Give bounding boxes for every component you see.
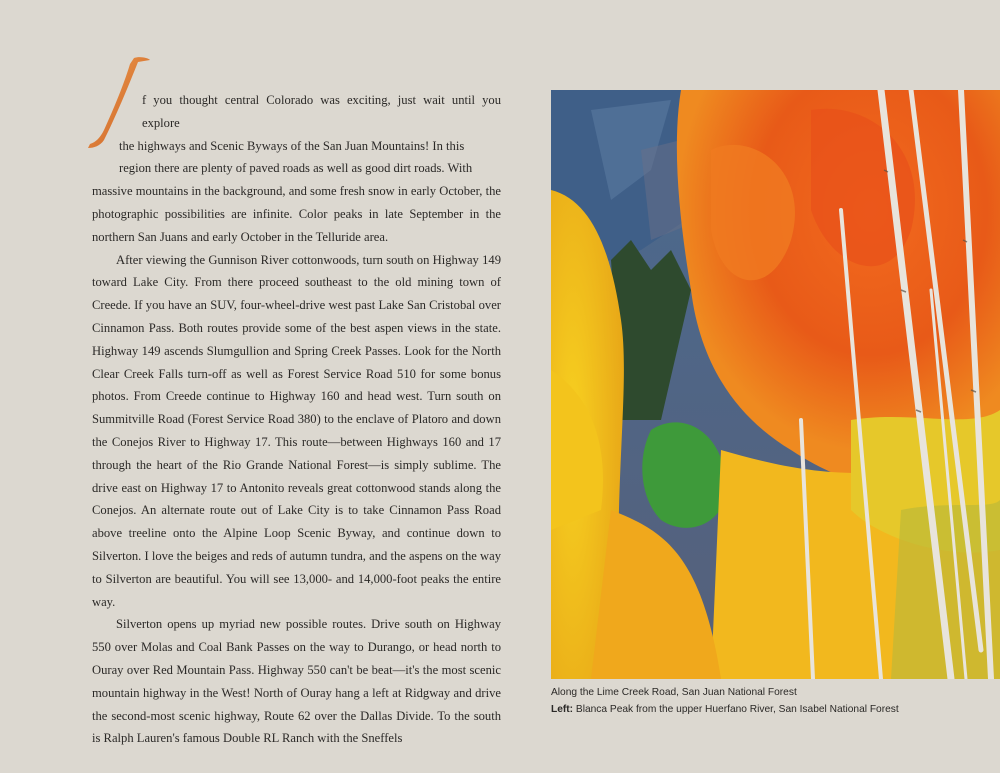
body-text-column: [92, 89, 501, 750]
paragraph-3: Silverton opens up myriad new possible routes. Drive south on Highway 550 over Molas and Coal Bank Passes on the way to Durango, or head north to Ouray over Red Mountain Pass. Highway 550 can't be beat—it's the most scenic mountain highway in the West! North of Ouray hang a left at Ridgway and drive the second-most scenic highway, Route 62 over the Dallas Divide. To the south is Ralph Lauren's famous Double RL Ranch with the Sneffels: [92, 617, 501, 746]
p1-rest: massive mountains in the background, and some fresh snow in early October, the photographic possibilities are infinite. Color peaks in late September in the northern San Juans and early October in the Telluride area.: [92, 184, 501, 244]
paragraph-2: After viewing the Gunnison River cottonwoods, turn south on Highway 149 toward Lake City. From there proceed southeast to the old mining town of Creede. If you have an SUV, four-wheel-drive west past Lake San Cristobal over Cinnamon Pass. Both routes provide some of the best aspen views in the state. Highway 149 ascends Slumgullion and Spring Creek Passes. Look for the North Clear Creek Falls turn-off as well as Forest Service Road 510 for some bonus photos. From Creede continue to Highway 160 and head west. Turn south on Summitville Road (Forest Service Road 380) to the enclave of Platoro and down the Conejos River to Highway 17. This route—between Highways 160 and 17 through the heart of the Rio Grande National Forest—is simply sublime. The drive east on Highway 17 to Antonito reveals great cottonwood stands along the Conejos. An alternate route out of Lake City is to take Cinnamon Pass Road above treeline onto the Alpine Loop Scenic Byway, and continue down to Silverton. I love the beiges and reds of autumn tundra, and the aspens on the way to Silverton are beautiful. You will see 13,000- and 14,000-foot peaks the entire way.: [92, 252, 501, 609]
caption-main: Along the Lime Creek Road, San Juan National Forest: [551, 687, 797, 698]
caption-left-text: Blanca Peak from the upper Huerfano River, San Isabel National Forest: [575, 704, 899, 715]
aspen-photo: [551, 90, 1000, 679]
p1-line-2: the highways and Scenic Byways of the San Juan Mountains! In this: [119, 138, 465, 153]
paragraph-1: [92, 89, 501, 249]
caption-left: [551, 701, 991, 718]
p1-line-3: region there are plenty of paved roads as well as good dirt roads. With: [119, 161, 473, 176]
p1-line-1: f you thought central Colorado was exciting, just wait until you explore: [142, 93, 501, 130]
photo-captions: [551, 684, 991, 718]
caption-left-label: Left:: [551, 704, 574, 715]
